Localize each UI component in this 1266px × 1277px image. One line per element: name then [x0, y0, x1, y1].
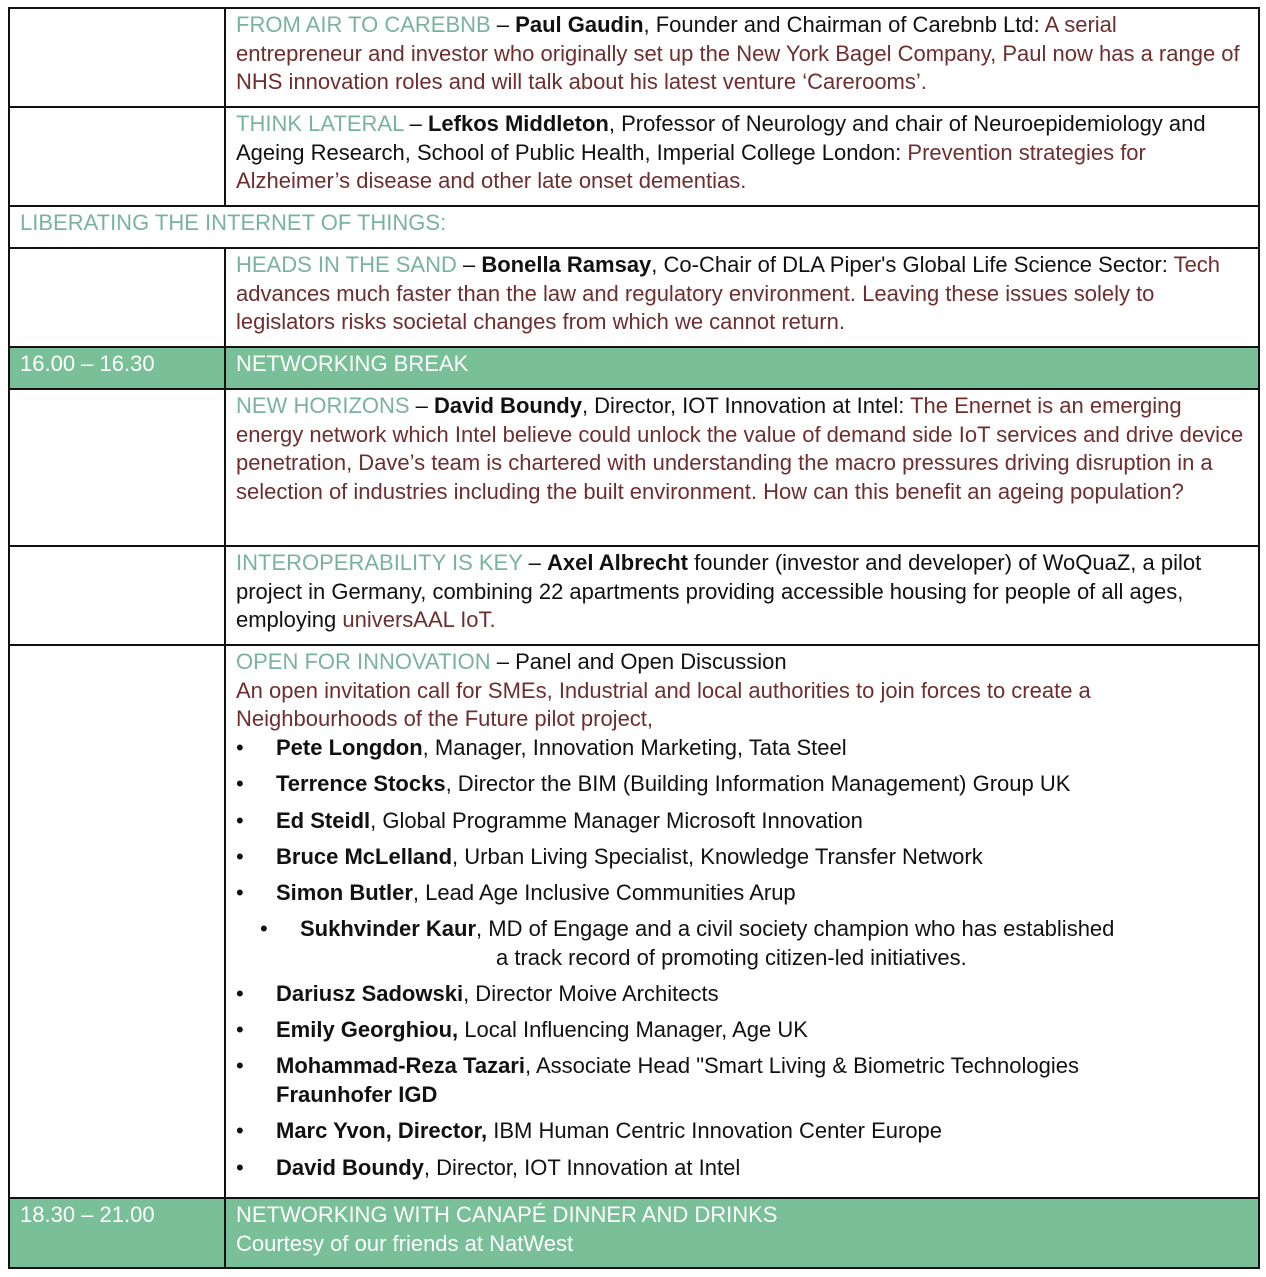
- session-cell: THINK LATERAL – Lefkos Middleton, Professor of Neurology and chair of Neuroepidemiology and Ageing Research, School of Public Health, Imperial College London: Prevention strategies for Alzheimer’s disease and other late onset dementias.: [225, 107, 1259, 206]
- panel-list: [236, 734, 1248, 1182]
- panelist-item: • Simon Butler, Lead Age Inclusive Communities Arup: [236, 879, 1248, 908]
- panelist-item: • Mohammad-Reza Tazari, Associate Head "Smart Living & Biometric Technologies Fraunhofer IGD: [236, 1052, 1248, 1109]
- panelist-name: Bruce McLelland: [276, 843, 453, 869]
- panelist-name: Pete Longdon: [276, 735, 423, 761]
- time-cell: 18.30 – 21.00: [9, 1198, 225, 1268]
- dinner-sub: Courtesy of our friends at NatWest: [236, 1230, 574, 1256]
- panelist-item: • Ed Steidl, Global Programme Manager Microsoft Innovation: [236, 807, 1248, 836]
- session-cell: FROM AIR TO CAREBNB – Paul Gaudin, Founder and Chairman of Carebnb Ltd: A serial entrepreneur and investor who originally set up the New York Bagel Company, Paul now has a range of NHS innovation roles and will talk about his latest venture ‘Carerooms’.: [225, 8, 1259, 107]
- panelist-name: Dariusz Sadowski: [276, 981, 464, 1007]
- agenda-table: [8, 7, 1260, 1269]
- break-label: NETWORKING BREAK: [225, 347, 1259, 389]
- break-row: [9, 347, 1259, 389]
- agenda-row: [9, 389, 1259, 546]
- panelist-name: Marc Yvon, Director,: [276, 1118, 488, 1144]
- session-cell: HEADS IN THE SAND – Bonella Ramsay, Co-Chair of DLA Piper's Global Life Science Sector: Tech advances much faster than the law and regulatory environment. Leaving these issues solely to legislators risks societal changes from which we cannot return.: [225, 248, 1259, 347]
- panelist-item: • Bruce McLelland, Urban Living Specialist, Knowledge Transfer Network: [236, 843, 1248, 872]
- time-cell: 16.00 – 16.30: [9, 347, 225, 389]
- panelist-item: • Marc Yvon, Director, IBM Human Centric Innovation Center Europe: [236, 1117, 1248, 1146]
- dinner-label: NETWORKING WITH CANAPÉ DINNER AND DRINKS: [236, 1202, 778, 1227]
- panelist-item: • Dariusz Sadowski, Director Moive Architects: [236, 980, 1248, 1009]
- panelist-name: Ed Steidl: [276, 807, 371, 833]
- panelist-name: Emily Georghiou,: [276, 1017, 459, 1043]
- agenda-row: [9, 107, 1259, 206]
- session-cell: OPEN FOR INNOVATION – Panel and Open Discussion An open invitation call for SMEs, Industrial and local authorities to join forces to create a Neighbourhoods of the Future pilot project, • Pete Longdon, Manager, Innovation Marketing, Tata Steel • Terrence Stocks, Director the BIM (Building Information Management) Group UK • Ed Steidl, Global Programme Manager Microsoft Innovation • Bruce McLelland, Urban Living Specialist, Knowledge Transfer Network • Simon Butler, Lead Age Inclusive Communities Arup • Sukhvinder Kaur, MD of Engage and a civil society champion who has established a track record of promoting citizen-led initiatives. • Dariusz Sadowski, Director Moive Architects • Emily Georghiou, Local Influencing Manager, Age UK • Mohammad-Reza Tazari, Associate Head "Smart Living & Biometric Technologies Fraunhofer IGD • Marc Yvon, Director, IBM Human Centric Innovation Center Europe • David Boundy, Director, IOT Innovation at Intel: [225, 645, 1259, 1198]
- break-row: [9, 1198, 1259, 1268]
- panelist-name: Mohammad-Reza Tazari: [276, 1053, 525, 1079]
- panelist-item: • Pete Longdon, Manager, Innovation Marketing, Tata Steel: [236, 734, 1248, 763]
- agenda-row: [9, 248, 1259, 347]
- agenda-row: [9, 8, 1259, 107]
- panelist-name: Sukhvinder Kaur: [300, 916, 477, 942]
- panelist-item: • Sukhvinder Kaur, MD of Engage and a civil society champion who has established a track record of promoting citizen-led initiatives.: [236, 915, 1248, 972]
- session-cell: NEW HORIZONS – David Boundy, Director, IOT Innovation at Intel: The Enernet is an emerging energy network which Intel believe could unlock the value of demand side IoT services and drive device penetration, Dave’s team is chartered with understanding the macro pressures driving disruption in a selection of industries including the built environment. How can this benefit an ageing population?: [225, 389, 1259, 546]
- panelist-item: • David Boundy, Director, IOT Innovation at Intel: [236, 1154, 1248, 1183]
- panelist-item: • Terrence Stocks, Director the BIM (Building Information Management) Group UK: [236, 770, 1248, 799]
- agenda-row: [9, 546, 1259, 645]
- section-heading: LIBERATING THE INTERNET OF THINGS:: [9, 206, 1259, 248]
- session-cell: INTEROPERABILITY IS KEY – Axel Albrecht founder (investor and developer) of WoQuaZ, a pilot project in Germany, combining 22 apartments providing accessible housing for people of all ages, employing universAAL IoT.: [225, 546, 1259, 645]
- panelist-name: Simon Butler: [276, 879, 413, 905]
- panelist-name: Terrence Stocks: [276, 771, 446, 797]
- agenda-row: [9, 645, 1259, 1198]
- panelist-name: David Boundy: [276, 1154, 424, 1180]
- panelist-item: • Emily Georghiou, Local Influencing Manager, Age UK: [236, 1016, 1248, 1045]
- section-row: [9, 206, 1259, 248]
